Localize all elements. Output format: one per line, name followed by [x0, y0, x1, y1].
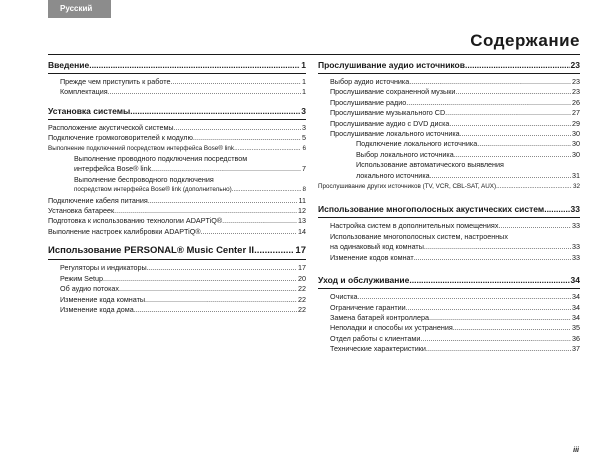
entry-title: Комплектация: [60, 87, 108, 97]
entry-page: 32: [572, 183, 580, 191]
entry-title: Регуляторы и индикаторы: [60, 263, 147, 273]
entry-title: Прослушивание других источников (TV, VCR, CBL-SAT, AUX): [318, 183, 497, 191]
entry-page: 30: [572, 139, 580, 149]
entry-page: 30: [572, 149, 580, 159]
dot-leader: [103, 274, 297, 284]
toc-entry[interactable]: [48, 216, 306, 226]
dot-leader: [201, 227, 297, 237]
dot-leader: [544, 204, 569, 214]
toc-entry[interactable]: [330, 242, 580, 252]
section-title: Установка системы: [48, 105, 131, 116]
entry-title: Прослушивание аудио с DVD диска: [330, 118, 450, 128]
entry-title: Выполнение подключений посредством интерфейса Bose® link: [48, 144, 235, 152]
toc-section-heading[interactable]: [48, 60, 306, 74]
dot-leader: [477, 139, 571, 149]
language-tab: Русский: [48, 0, 111, 18]
entry-title: Установка батареек: [48, 206, 115, 216]
entry-title: Отдел работы с клиентами: [330, 333, 421, 343]
entry-title: Изменение кодов комнат: [330, 252, 414, 262]
dot-leader: [174, 123, 301, 133]
entry-page: 12: [298, 206, 306, 216]
toc-entry[interactable]: [60, 87, 306, 97]
entry-page: 3: [302, 122, 306, 132]
toc-entry[interactable]: [60, 77, 306, 87]
entry-title: локального источника: [356, 170, 430, 180]
toc-entry[interactable]: [330, 313, 580, 323]
entry-page: 1: [302, 77, 306, 86]
page-title: Содержание: [470, 31, 580, 50]
section-title: Прослушивание аудио источников: [318, 60, 465, 70]
entry-title: Изменение кода дома: [60, 304, 134, 314]
entry-page: 1: [302, 87, 306, 97]
dot-leader: [409, 77, 571, 87]
dot-leader: [496, 182, 572, 192]
dot-leader: [134, 305, 297, 315]
entry-page: 33: [572, 242, 580, 252]
toc-entry-line: Использование автоматического выявления: [356, 160, 504, 170]
entry-title: Подготовка к использованию технологии ADAPTiQ®: [48, 216, 223, 226]
toc-entry[interactable]: [48, 133, 306, 143]
entry-title: Прослушивание музыкального CD: [330, 108, 446, 118]
entry-title: Технические характеристики: [330, 344, 426, 354]
dot-leader: [222, 216, 297, 226]
entry-page: 14: [298, 226, 306, 236]
dot-leader: [406, 98, 571, 108]
entry-page: 23: [572, 77, 580, 86]
section-title: Использование многополосных акустических систем: [318, 204, 545, 215]
entry-title: Прежде чем приступить к работе: [60, 77, 171, 86]
entry-title: Замена батарей контроллера: [330, 312, 429, 322]
entry-page: 26: [572, 97, 580, 107]
dot-leader: [453, 323, 571, 333]
section-title: Использование PERSONAL® Music Center II: [48, 245, 255, 257]
dot-leader: [234, 144, 301, 154]
toc-entry[interactable]: [48, 144, 306, 154]
entry-page: 36: [572, 333, 580, 343]
toc-section-heading[interactable]: [318, 60, 580, 74]
dot-leader: [420, 334, 571, 344]
entry-page: 35: [572, 323, 580, 333]
dot-leader: [193, 133, 301, 143]
toc-entry[interactable]: [60, 305, 306, 315]
toc-entry[interactable]: [48, 196, 306, 206]
entry-title: Неполадки и способы их устранения: [330, 323, 453, 333]
entry-title: Прослушивание локального источника: [330, 129, 460, 139]
entry-page: 31: [572, 170, 580, 180]
entry-title: Выбор локального источника: [356, 149, 454, 159]
entry-page: 27: [572, 108, 580, 118]
entry-title: Подключение громкоговорителей к модулю: [48, 133, 193, 143]
toc-section-care: [318, 275, 580, 354]
toc-entry-line: Выполнение проводного подключения посредством: [74, 154, 248, 164]
entry-page: 13: [298, 216, 306, 226]
section-title: Введение: [48, 60, 90, 70]
section-title: Уход и обслуживание: [318, 275, 410, 286]
entry-title: Подключение локального источника: [356, 139, 478, 149]
toc-entry[interactable]: [330, 344, 580, 354]
toc-left-column: [48, 60, 306, 323]
dot-leader: [114, 206, 297, 216]
toc-entry[interactable]: [330, 323, 580, 333]
toc-entry[interactable]: [330, 292, 580, 302]
entry-page: 34: [572, 292, 580, 302]
entry-page: 5: [302, 133, 306, 143]
entry-title: Режим Setup: [60, 273, 103, 283]
dot-leader: [145, 295, 297, 305]
entry-page: 22: [298, 294, 306, 304]
toc-entry[interactable]: [60, 274, 306, 284]
entry-page: 17: [298, 263, 306, 273]
section-page: 34: [570, 275, 580, 286]
toc-entry[interactable]: [48, 206, 306, 216]
dot-leader: [449, 119, 571, 129]
toc-entry[interactable]: [330, 150, 580, 160]
toc-entry[interactable]: [60, 284, 306, 294]
entry-title: Об аудио потоках: [60, 284, 120, 294]
entry-page: 22: [298, 284, 306, 294]
entry-page: 33: [572, 221, 580, 231]
toc-section-heading[interactable]: [318, 275, 580, 289]
entry-page: 20: [298, 273, 306, 283]
section-page: 3: [301, 105, 306, 116]
entry-page: 37: [572, 344, 580, 354]
dot-leader: [498, 221, 571, 231]
toc-entry[interactable]: [330, 334, 580, 344]
toc-entry[interactable]: [330, 87, 580, 97]
entry-title: Прослушивание сохраненной музыки: [330, 87, 456, 97]
entry-page: 6: [302, 144, 306, 152]
dot-leader: [119, 284, 297, 294]
dot-leader: [409, 275, 569, 285]
section-page: 33: [570, 204, 580, 215]
dot-leader: [455, 87, 571, 97]
toc-section-setup: [48, 106, 306, 237]
toc-section-heading[interactable]: [48, 106, 306, 120]
dot-leader: [454, 150, 571, 160]
entry-title: Очистка: [330, 292, 358, 302]
toc-entry[interactable]: [330, 108, 580, 118]
toc-section-multiroom: [318, 204, 580, 263]
entry-title: Настройка систем в дополнительных помещениях: [330, 221, 499, 231]
section-page: 1: [301, 60, 306, 70]
entry-title: посредством интерфейса Bose® link (дополнительно): [74, 186, 232, 194]
entry-title: Расположение акустической системы: [48, 122, 174, 132]
dot-leader: [406, 303, 571, 313]
toc-entry[interactable]: [330, 221, 580, 231]
toc-entry[interactable]: [48, 164, 306, 174]
entry-page: 34: [572, 302, 580, 312]
toc-entry[interactable]: [330, 129, 580, 139]
dot-leader: [130, 106, 300, 116]
title-rule: [48, 54, 580, 55]
toc-entry[interactable]: [330, 303, 580, 313]
toc-entry[interactable]: [60, 295, 306, 305]
dot-leader: [465, 60, 570, 70]
entry-page: 34: [572, 312, 580, 322]
toc-section-introduction: [48, 60, 306, 98]
dot-leader: [429, 313, 571, 323]
entry-title: на одинаковый код комнаты: [330, 242, 424, 252]
toc-section-heading[interactable]: [48, 245, 306, 260]
dot-leader: [426, 344, 571, 354]
entry-title: Подключение кабеля питания: [48, 195, 148, 205]
entry-page: 22: [298, 304, 306, 314]
section-page: 23: [570, 60, 580, 70]
toc-entry-line: Использование многополосных систем, настроенных: [330, 231, 508, 241]
entry-title: Изменение кода комнаты: [60, 294, 146, 304]
toc-entry[interactable]: [48, 185, 306, 195]
dot-leader: [445, 108, 571, 118]
toc-entry[interactable]: [330, 253, 580, 263]
dot-leader: [460, 129, 571, 139]
toc-entry[interactable]: [330, 171, 580, 181]
entry-page: 29: [572, 118, 580, 128]
dot-leader: [414, 253, 571, 263]
dot-leader: [424, 242, 571, 252]
entry-title: Ограничение гарантии: [330, 302, 406, 312]
entry-page: 11: [298, 195, 306, 205]
entry-title: Выполнение настроек калибровки ADAPTiQ®: [48, 226, 201, 236]
dot-leader: [170, 77, 301, 87]
toc-section-personal-music-center: [48, 245, 306, 315]
entry-page: 33: [572, 252, 580, 262]
dot-leader: [148, 196, 298, 206]
entry-title: интерфейса Bose® link: [74, 164, 152, 174]
toc-section-heading[interactable]: [318, 204, 580, 218]
toc-entry[interactable]: [48, 123, 306, 133]
page-number: iii: [573, 447, 579, 454]
toc-entry-line: Выполнение беспроводного подключения: [74, 174, 214, 184]
toc-entry[interactable]: [330, 98, 580, 108]
entry-page: 7: [302, 164, 306, 174]
dot-leader: [147, 263, 297, 273]
entry-title: Выбор аудио источника: [330, 77, 410, 86]
toc-entry[interactable]: [60, 263, 306, 273]
entry-page: 23: [572, 87, 580, 97]
dot-leader: [358, 292, 571, 302]
dot-leader: [151, 164, 301, 174]
entry-page: 30: [572, 129, 580, 139]
section-page: 17: [295, 245, 306, 257]
dot-leader: [430, 171, 571, 181]
entry-title: Прослушивание радио: [330, 97, 407, 107]
toc-entry[interactable]: [48, 227, 306, 237]
toc-entry[interactable]: [330, 139, 580, 149]
entry-page: 8: [302, 186, 306, 194]
toc-entry[interactable]: [330, 77, 580, 87]
dot-leader: [232, 185, 302, 195]
dot-leader: [89, 60, 300, 70]
toc-entry[interactable]: [330, 119, 580, 129]
dot-leader: [254, 245, 294, 256]
toc-section-listening: [318, 60, 580, 192]
dot-leader: [108, 87, 301, 97]
toc-entry[interactable]: [318, 182, 580, 192]
toc-right-column: [318, 60, 580, 363]
